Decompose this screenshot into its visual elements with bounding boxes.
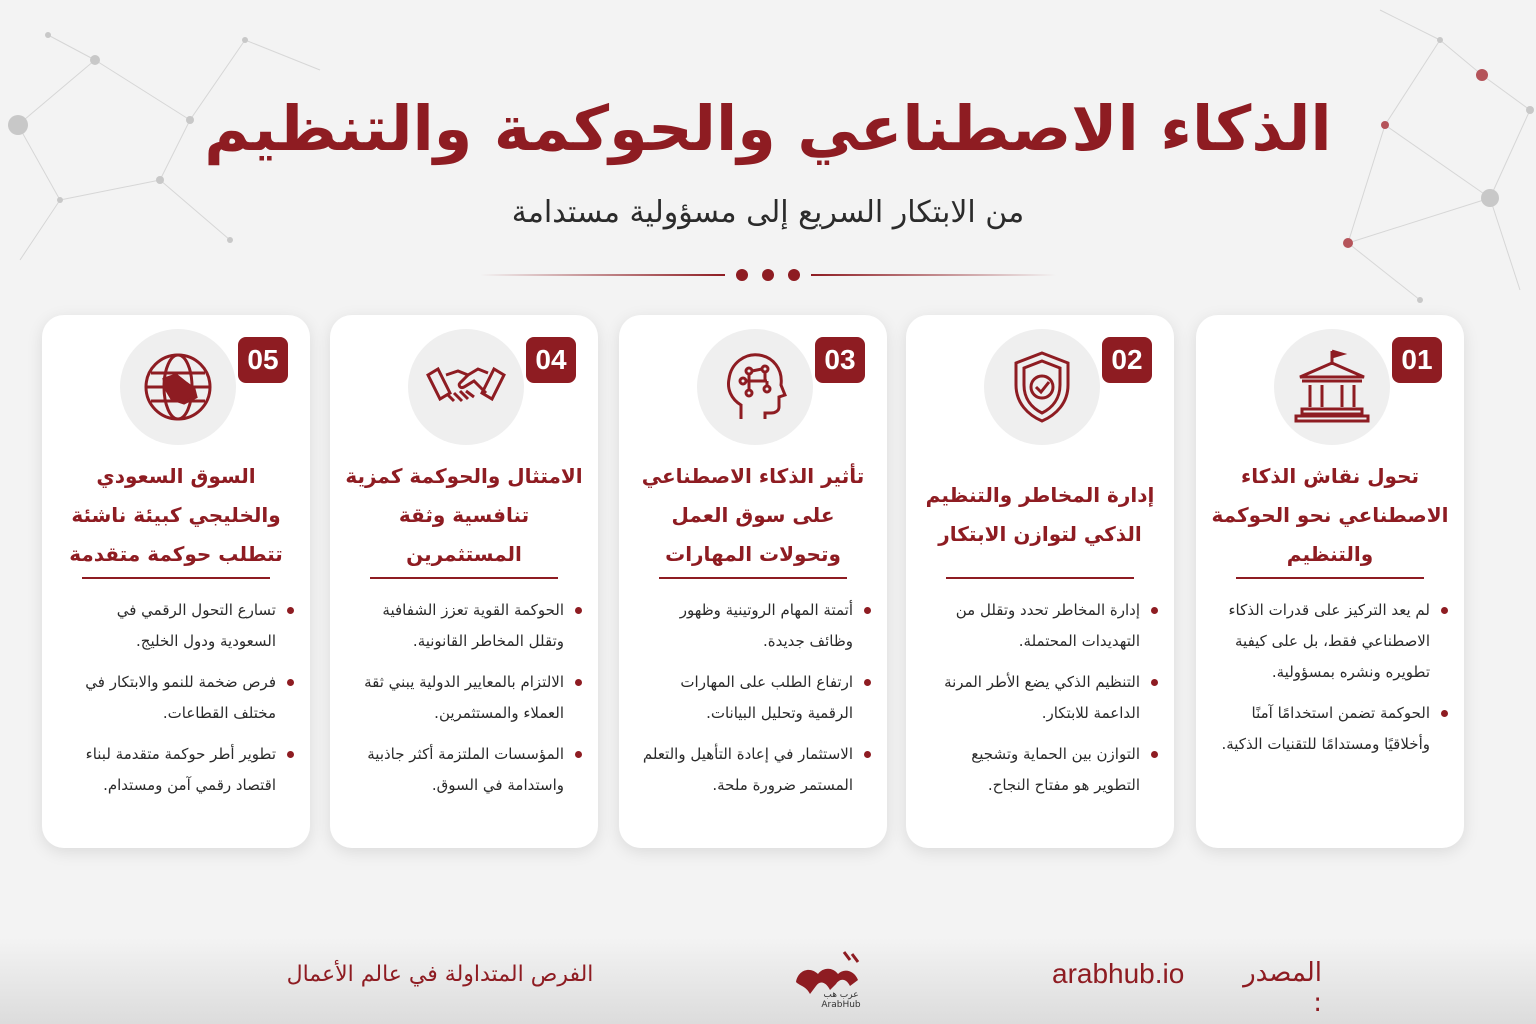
card-number-badge: 02: [1102, 337, 1152, 383]
ai-head-circuit-icon: [697, 329, 813, 445]
list-item: إدارة المخاطر تحدد وتقلل من التهديدات المحتملة.: [926, 595, 1160, 657]
footer: [0, 938, 1536, 1024]
card-bullets: [926, 595, 1160, 811]
list-item: ارتفاع الطلب على المهارات الرقمية وتحليل البيانات.: [639, 667, 873, 729]
list-item: الاستثمار في إعادة التأهيل والتعلم المستمر ضرورة ملحة.: [639, 739, 873, 801]
list-item: التنظيم الذكي يضع الأطر المرنة الداعمة للابتكار.: [926, 667, 1160, 729]
source-link[interactable]: arabhub.io: [1052, 958, 1185, 989]
list-item: لم يعد التركيز على قدرات الذكاء الاصطناعي فقط، بل على كيفية تطويره ونشره بمسؤولية.: [1216, 595, 1450, 688]
list-item: تطوير أطر حوكمة متقدمة لبناء اقتصاد رقمي آمن ومستدام.: [62, 739, 296, 801]
card-separator: [1236, 577, 1424, 579]
card-number-badge: 05: [238, 337, 288, 383]
card-separator: [370, 577, 558, 579]
footer-tagline: الفرص المتداولة في عالم الأعمال: [286, 962, 594, 987]
card-number-badge: 04: [526, 337, 576, 383]
card-number-badge: 03: [815, 337, 865, 383]
list-item: فرص ضخمة للنمو والابتكار في مختلف القطاعات.: [62, 667, 296, 729]
card-bullets: [62, 595, 296, 811]
card-01: [1196, 315, 1464, 848]
list-item: الحوكمة القوية تعزز الشفافية وتقلل المخاطر القانونية.: [350, 595, 584, 657]
list-item: أتمتة المهام الروتينية وظهور وظائف جديدة.: [639, 595, 873, 657]
handshake-icon: [408, 329, 524, 445]
source-label: المصدر :: [1243, 958, 1322, 1018]
page-subtitle: من الابتكار السريع إلى مسؤولية مستدامة: [511, 195, 1025, 230]
government-building-icon: [1274, 329, 1390, 445]
list-item: الحوكمة تضمن استخدامًا آمنًا وأخلاقيًا ومستدامًا للتقنيات الذكية.: [1216, 698, 1450, 760]
list-item: تسارع التحول الرقمي في السعودية ودول الخليج.: [62, 595, 296, 657]
card-05: [42, 315, 310, 848]
logo-text: عرب هب ArabHub: [821, 990, 861, 1010]
card-title: الامتثال والحوكمة كمزية تنافسية وثقة المستثمرين: [345, 463, 583, 566]
card-title: تأثير الذكاء الاصطناعي على سوق العمل وتحولات المهارات: [641, 463, 865, 566]
card-04: [330, 315, 598, 848]
title-divider: [480, 262, 1056, 288]
card-separator: [946, 577, 1134, 579]
card-bullets: [350, 595, 584, 811]
card-bullets: [639, 595, 873, 811]
page-title: الذكاء الاصطناعي والحوكمة والتنظيم: [204, 92, 1332, 165]
list-item: التوازن بين الحماية وتشجيع التطوير هو مفتاح النجاح.: [926, 739, 1160, 801]
card-separator: [659, 577, 847, 579]
card-03: [619, 315, 887, 848]
list-item: المؤسسات الملتزمة أكثر جاذبية واستدامة في السوق.: [350, 739, 584, 801]
card-title: إدارة المخاطر والتنظيم الذكي لتوازن الابتكار: [925, 483, 1155, 546]
card-bullets: [1216, 595, 1450, 770]
shield-check-icon: [984, 329, 1100, 445]
card-02: [906, 315, 1174, 848]
list-item: الالتزام بالمعايير الدولية يبني ثقة العملاء والمستثمرين.: [350, 667, 584, 729]
card-title: السوق السعودي والخليجي كبيئة ناشئة تتطلب حوكمة متقدمة: [69, 463, 283, 566]
globe-saudi-map-icon: [120, 329, 236, 445]
card-number-badge: 01: [1392, 337, 1442, 383]
card-title: تحول نقاش الذكاء الاصطناعي نحو الحوكمة والتنظيم: [1211, 463, 1449, 566]
card-separator: [82, 577, 270, 579]
